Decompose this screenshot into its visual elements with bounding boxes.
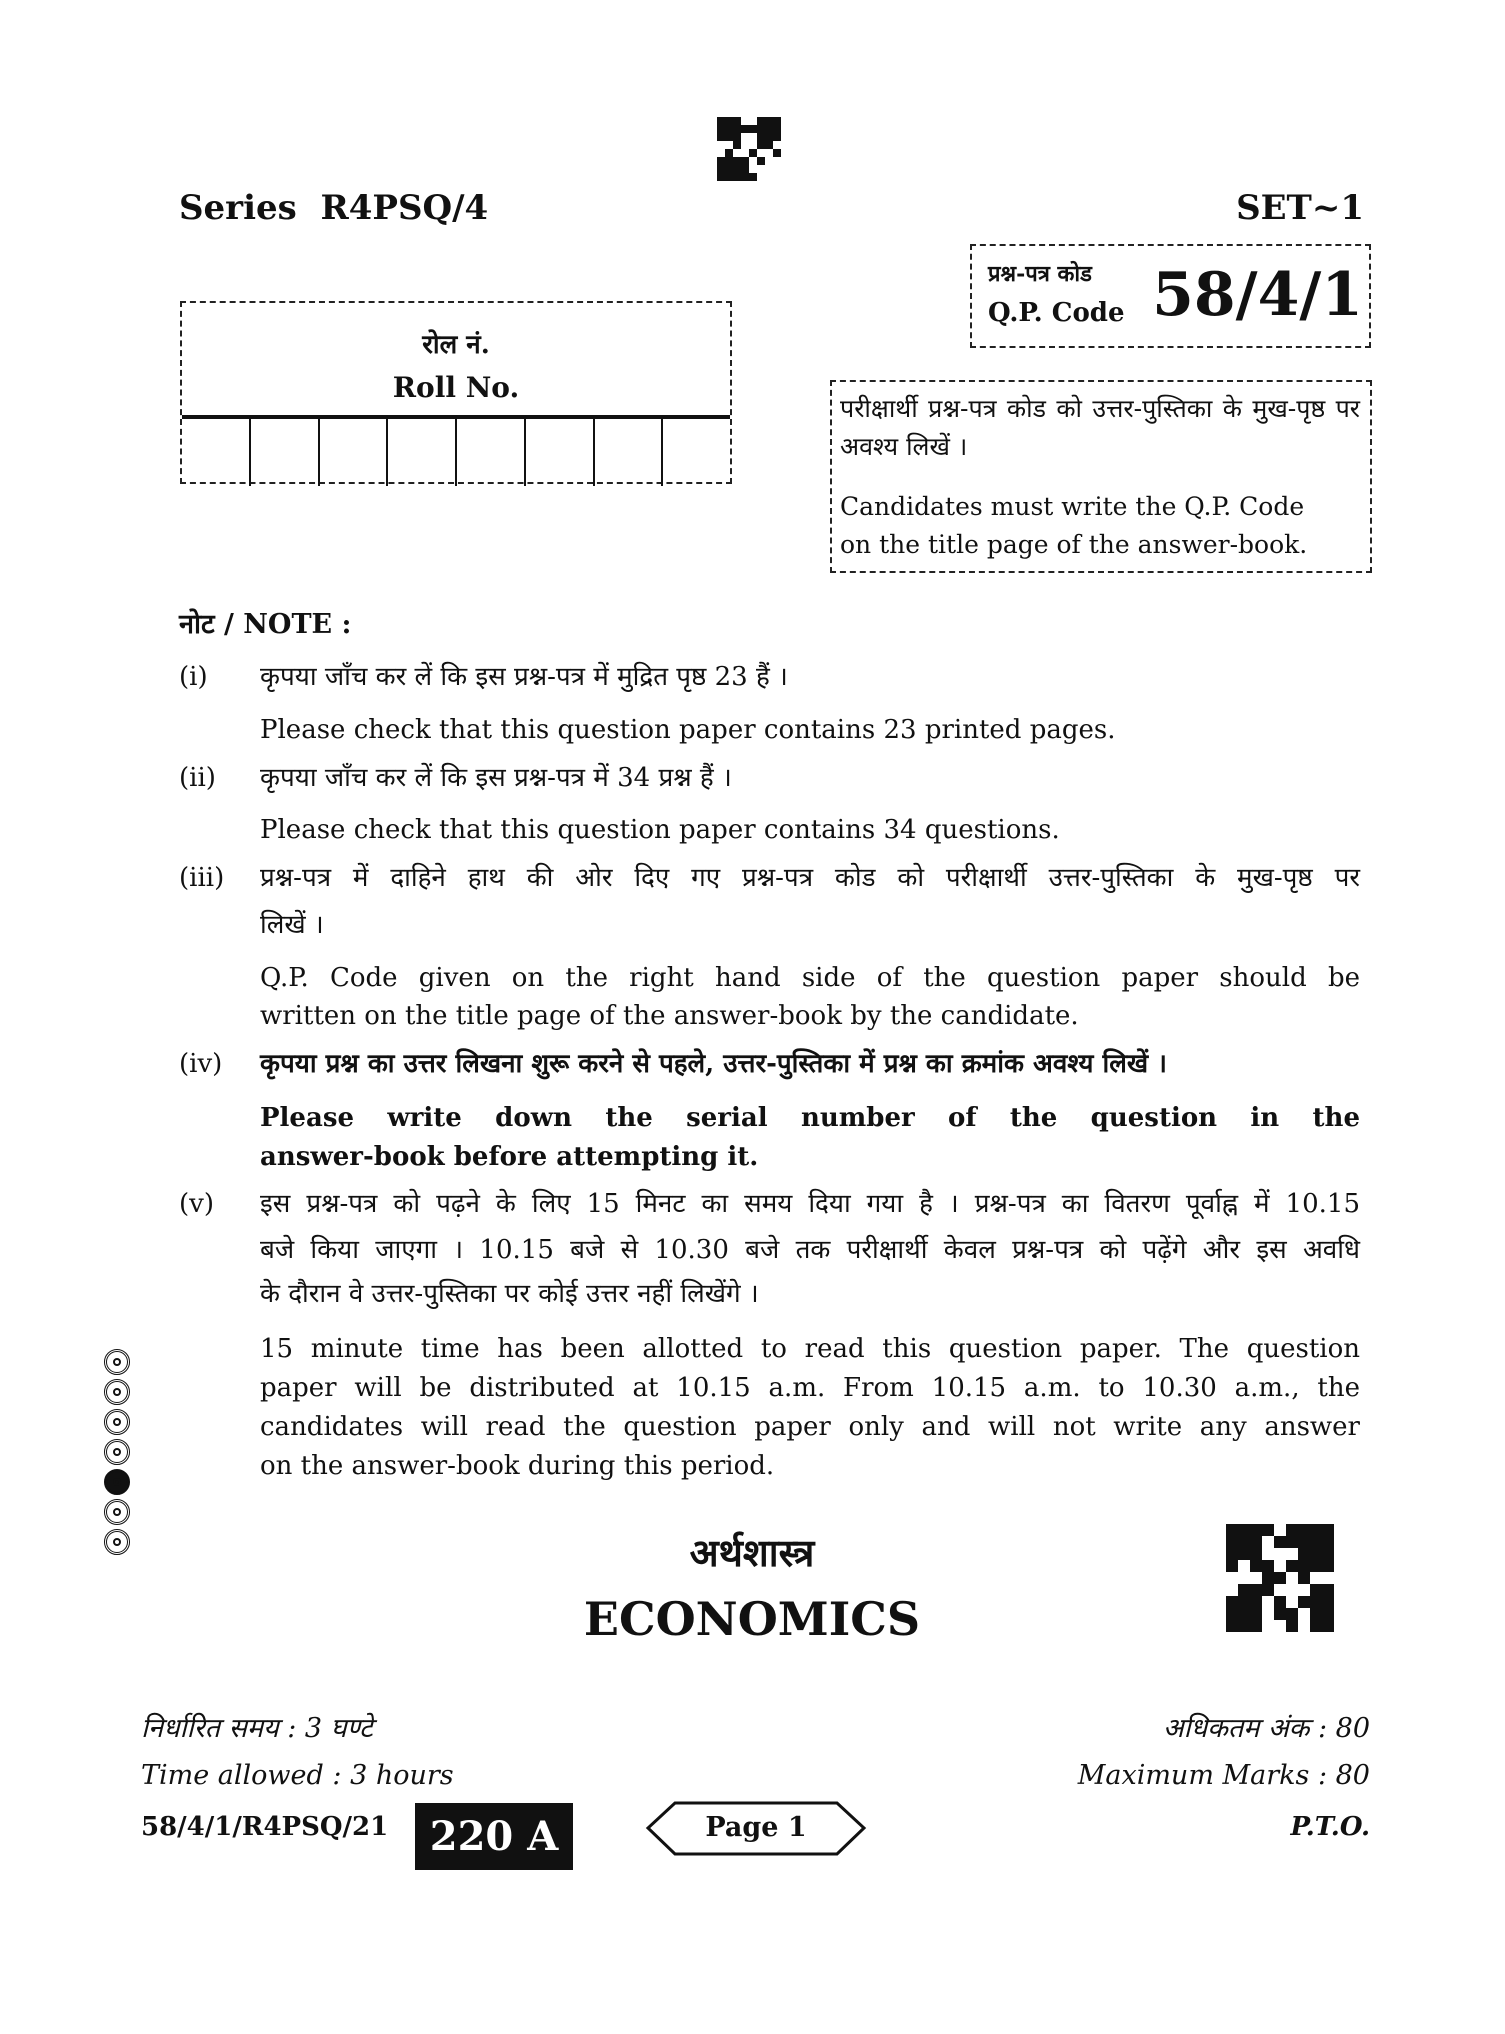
note-text-en: paper will be distributed at 10.15 a.m. From 10.15 a.m. to 10.30 a.m., the xyxy=(260,1373,1360,1403)
note-text-en: Please check that this question paper contains 23 printed pages. xyxy=(260,715,1116,745)
note-num: (iii) xyxy=(179,863,225,893)
series-label: Series R4PSQ/4 xyxy=(179,188,489,228)
pto-label: P.T.O. xyxy=(1290,1812,1370,1842)
note-text-hi: लिखें । xyxy=(260,910,324,940)
page-number: Page 1 xyxy=(705,1812,807,1843)
qr-code-bottom xyxy=(1226,1524,1334,1632)
set-label: SET~1 xyxy=(1236,188,1364,228)
note-text-hi: कृपया जाँच कर लें कि इस प्रश्न-पत्र में मुद्रित पृष्ठ 23 हैं । xyxy=(260,662,788,692)
qp-code-box xyxy=(970,244,1371,348)
qp-code-label-hi: प्रश्न-पत्र कोड xyxy=(988,261,1092,287)
badge-220a: 220 A xyxy=(415,1803,573,1870)
subject-title-en: ECONOMICS xyxy=(583,1592,921,1646)
candidate-note-hi: परीक्षार्थी प्रश्न-पत्र कोड को उत्तर-पुस्तिका के मुख-पृष्ठ पर अवश्य लिखें । xyxy=(840,394,1360,461)
note-text-en: Please check that this question paper contains 34 questions. xyxy=(260,815,1060,845)
note-num: (iv) xyxy=(179,1049,223,1079)
note-text-hi: इस प्रश्न-पत्र को पढ़ने के लिए 15 मिनट का समय दिया गया है । प्रश्न-पत्र का वितरण पूर्वाह्न में 10.15 xyxy=(260,1189,1360,1219)
note-text-hi: कृपया प्रश्न का उत्तर लिखना शुरू करने से पहले, उत्तर-पुस्तिका में प्रश्न का क्रमांक अवश्य लिखें । xyxy=(260,1049,1167,1079)
note-text-en: 15 minute time has been allotted to read this question paper. The question xyxy=(260,1334,1360,1364)
qp-code-value: 58/4/1 xyxy=(1152,260,1363,330)
subject-title-hi: अर्थशास्त्र xyxy=(689,1530,815,1575)
max-marks-hi: अधिकतम अंक : 80 xyxy=(1162,1713,1370,1744)
note-num: (i) xyxy=(179,662,208,692)
note-text-en: candidates will read the question paper only and will not write any answer xyxy=(260,1412,1360,1442)
candidate-note-en-2: on the title page of the answer-book. xyxy=(840,530,1308,559)
roll-label-hi: रोल नं. xyxy=(422,330,490,360)
note-text-en: written on the title page of the answer-book by the candidate. xyxy=(260,1001,1079,1031)
roll-label-en: Roll No. xyxy=(392,371,520,404)
note-text-en: answer-book before attempting it. xyxy=(260,1142,759,1172)
note-num: (ii) xyxy=(179,763,216,793)
roll-number-grid[interactable] xyxy=(182,415,730,486)
note-text-en: Q.P. Code given on the right hand side of the question paper should be xyxy=(260,963,1360,993)
bubble-marker-strip xyxy=(104,1349,130,1559)
note-text-hi: कृपया जाँच कर लें कि इस प्रश्न-पत्र में 34 प्रश्न हैं । xyxy=(260,763,732,793)
note-text-hi: के दौरान वे उत्तर-पुस्तिका पर कोई उत्तर नहीं लिखेंगे । xyxy=(260,1279,759,1309)
note-heading: नोट / NOTE : xyxy=(179,609,352,640)
qp-code-label-en: Q.P. Code xyxy=(988,298,1125,328)
note-text-hi: प्रश्न-पत्र में दाहिने हाथ की ओर दिए गए प्रश्न-पत्र कोड को परीक्षार्थी उत्तर-पुस्तिका के मुख-पृष्ठ पर xyxy=(260,863,1360,893)
max-marks-en: Maximum Marks : 80 xyxy=(1077,1760,1370,1791)
paper-code: 58/4/1/R4PSQ/21 xyxy=(141,1812,389,1842)
candidate-instruction-box xyxy=(830,380,1372,573)
note-num: (v) xyxy=(179,1189,214,1219)
candidate-note-en-1: Candidates must write the Q.P. Code xyxy=(840,492,1305,521)
note-text-en: Please write down the serial number of the question in the xyxy=(260,1103,1360,1133)
qr-code-top xyxy=(717,117,781,181)
page-number-hexagon xyxy=(645,1800,867,1857)
time-allowed-hi: निर्धारित समय : 3 घण्टे xyxy=(141,1713,373,1744)
roll-number-box xyxy=(180,301,732,484)
note-text-en: on the answer-book during this period. xyxy=(260,1451,775,1481)
note-text-hi: बजे किया जाएगा । 10.15 बजे से 10.30 बजे तक परीक्षार्थी केवल प्रश्न-पत्र को पढ़ेंगे और इस अवधि xyxy=(260,1235,1360,1265)
time-allowed-en: Time allowed : 3 hours xyxy=(141,1760,454,1791)
